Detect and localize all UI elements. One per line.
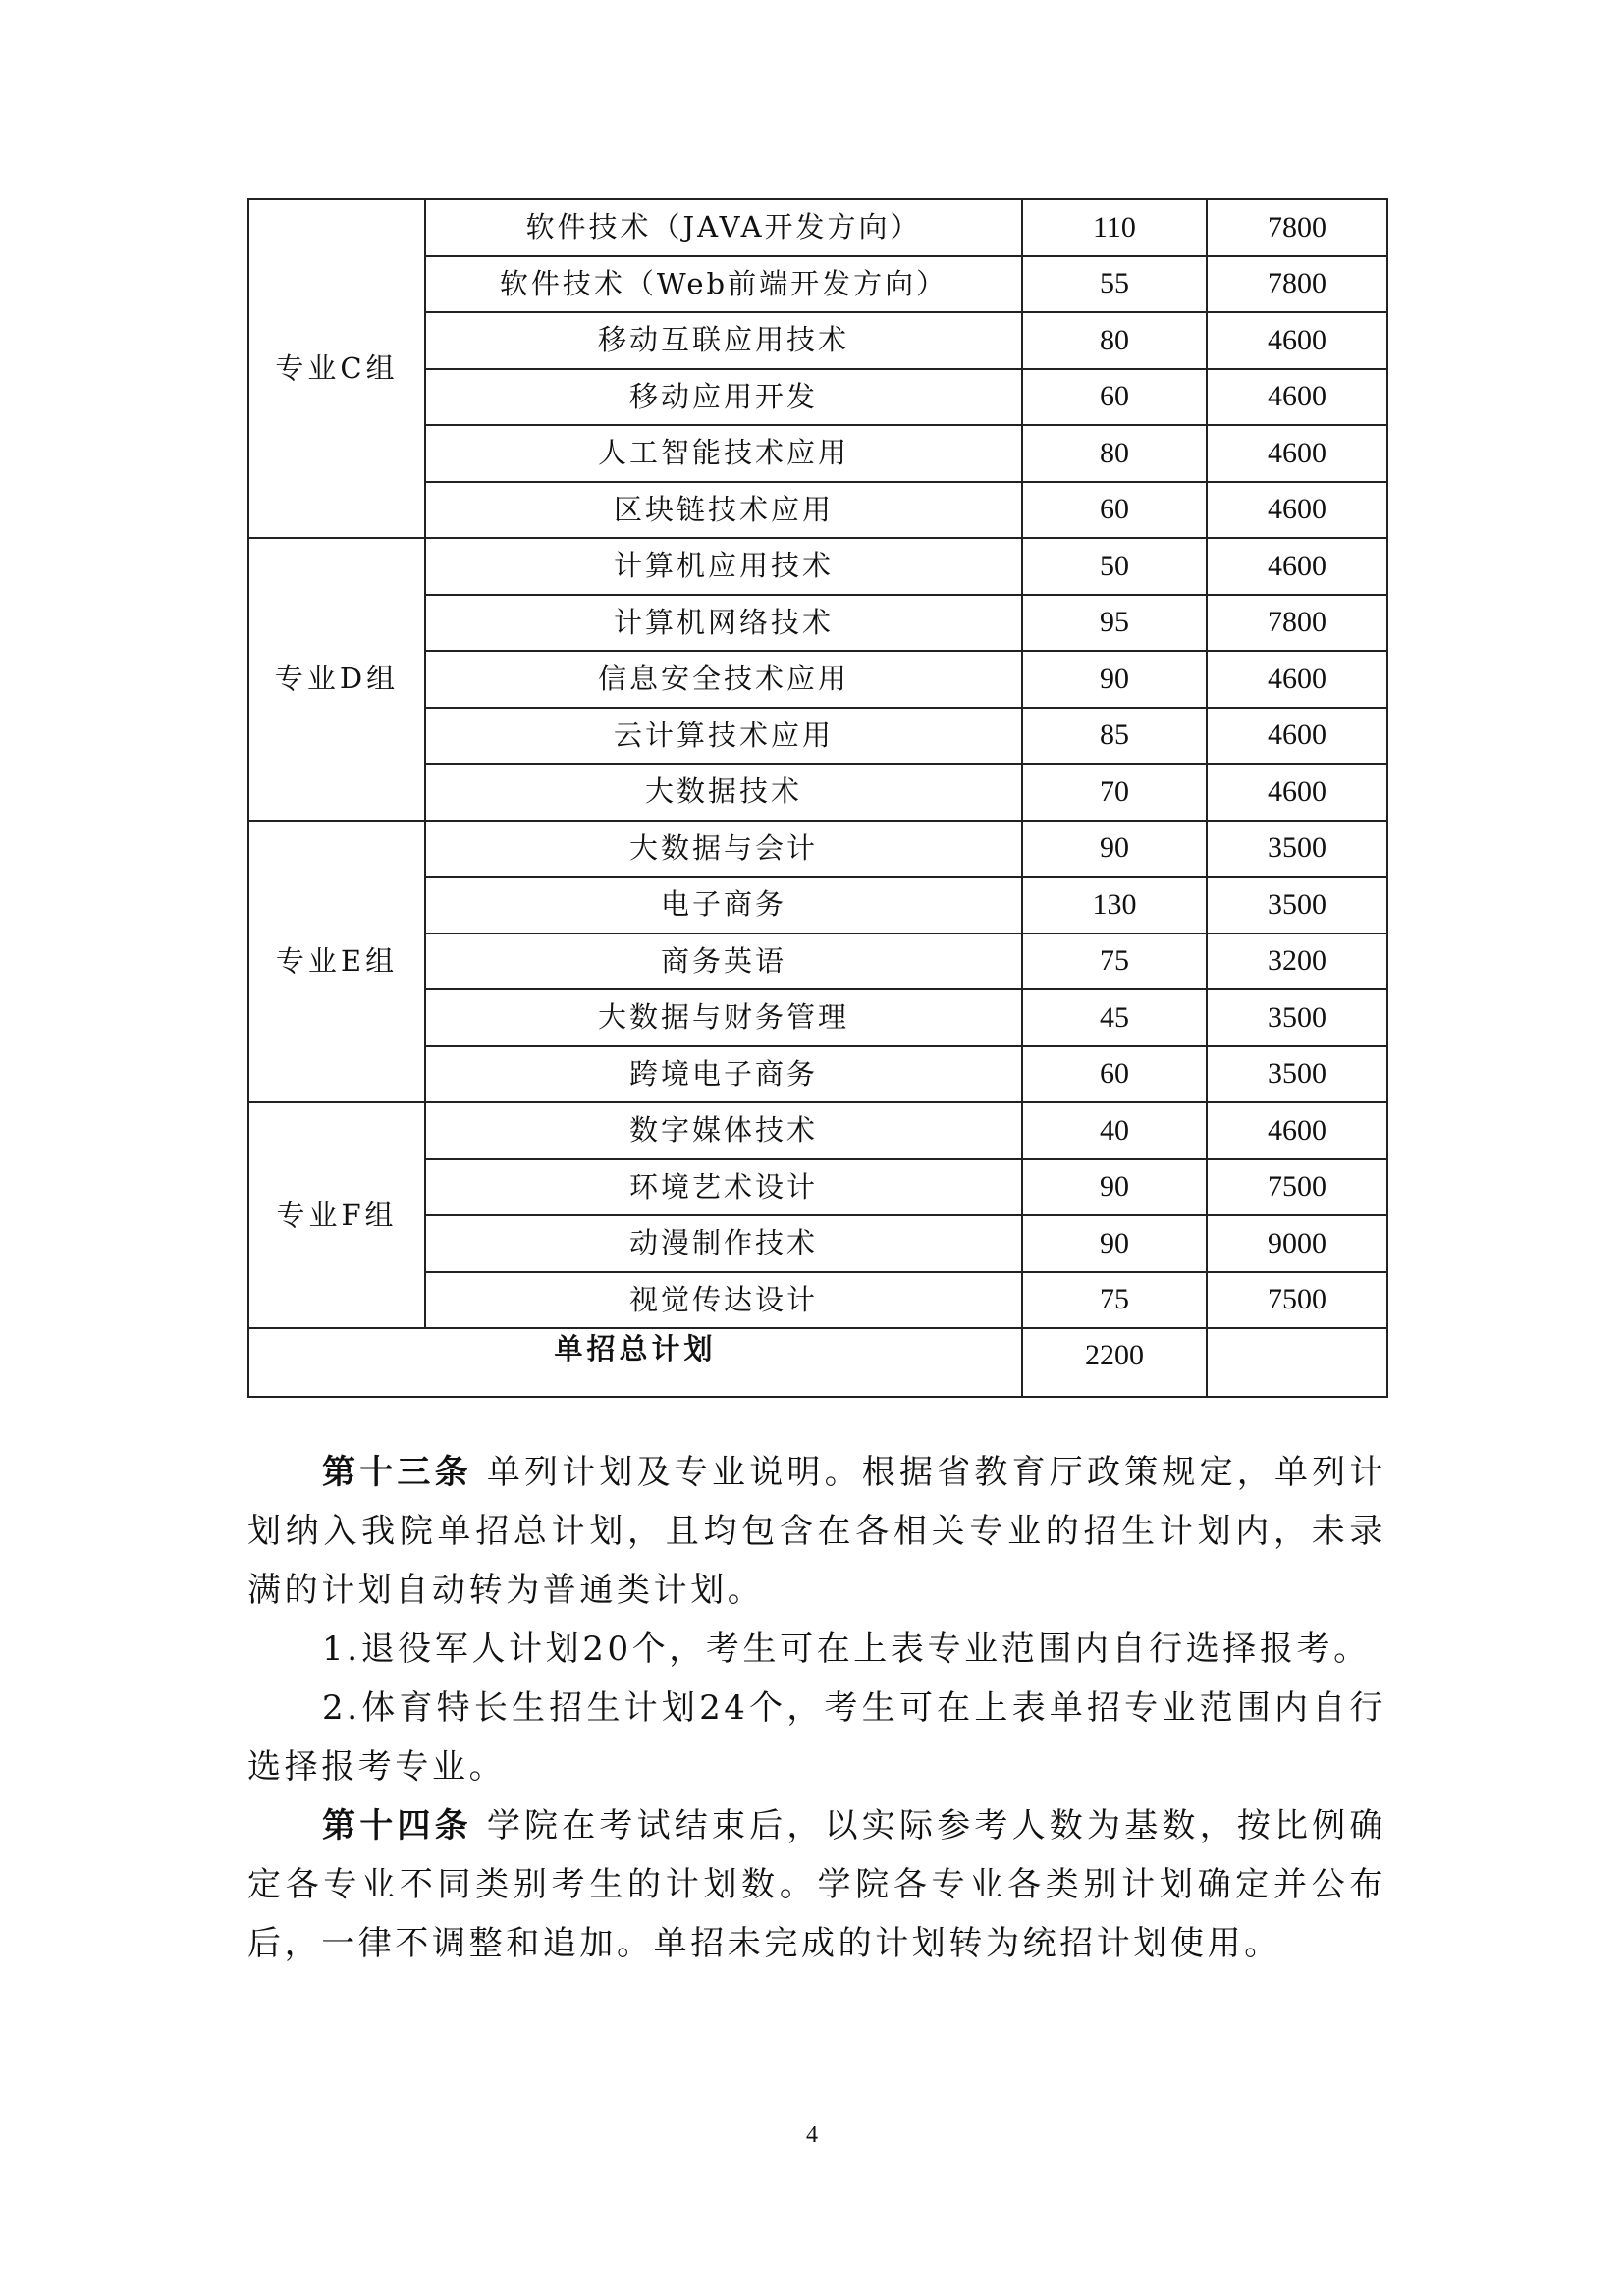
major-cell: 计算机网络技术 (425, 595, 1022, 652)
plan-count-cell: 90 (1022, 821, 1207, 878)
plan-count-cell: 80 (1022, 425, 1207, 482)
major-cell: 跨境电子商务 (425, 1046, 1022, 1103)
plan-count-cell: 75 (1022, 934, 1207, 990)
tuition-cell: 4600 (1207, 764, 1387, 821)
article-13-text: 单列计划及专业说明。根据省教育厅政策规定，单列计划纳入我院单招总计划，且均包含在各相关专业的招生计划内，未录满的计划自动转为普通类计划。 (247, 1453, 1386, 1610)
major-cell: 区块链技术应用 (425, 482, 1022, 539)
plan-count-cell: 95 (1022, 595, 1207, 652)
major-cell: 云计算技术应用 (425, 708, 1022, 765)
tuition-cell: 7500 (1207, 1272, 1387, 1329)
tuition-cell: 4600 (1207, 425, 1387, 482)
major-cell: 软件技术（JAVA开发方向） (425, 199, 1022, 256)
enrollment-plan-table (247, 198, 1388, 1398)
page-number: 4 (806, 2122, 818, 2148)
item-1-paragraph: 1.退役军人计划20个，考生可在上表专业范围内自行选择报考。 (322, 1629, 1371, 1669)
tuition-cell: 3500 (1207, 989, 1387, 1046)
table-row (248, 199, 1387, 256)
tuition-cell: 4600 (1207, 651, 1387, 708)
major-cell: 移动互联应用技术 (425, 312, 1022, 369)
major-cell: 视觉传达设计 (425, 1272, 1022, 1329)
plan-count-cell: 130 (1022, 877, 1207, 934)
article-13-paragraph (247, 1443, 1386, 1620)
article-14-text: 学院在考试结束后，以实际参考人数为基数，按比例确定各专业不同类别考生的计划数。学院各专业各类别计划确定并公布后，一律不调整和追加。单招未完成的计划转为统招计划使用。 (247, 1806, 1386, 1963)
plan-count-cell: 110 (1022, 199, 1207, 256)
table-row (248, 821, 1387, 878)
major-cell: 电子商务 (425, 877, 1022, 934)
total-value-cell: 2200 (1022, 1328, 1207, 1397)
tuition-cell: 4600 (1207, 708, 1387, 765)
major-cell: 大数据与财务管理 (425, 989, 1022, 1046)
empty-cell (1207, 1328, 1387, 1397)
body-text (247, 1443, 1386, 1973)
tuition-cell: 7800 (1207, 199, 1387, 256)
major-cell: 大数据技术 (425, 764, 1022, 821)
plan-count-cell: 60 (1022, 482, 1207, 539)
major-cell: 信息安全技术应用 (425, 651, 1022, 708)
tuition-cell: 9000 (1207, 1215, 1387, 1272)
major-cell: 环境艺术设计 (425, 1159, 1022, 1216)
item-2-paragraph: 2.体育特长生招生计划24个，考生可在上表单招专业范围内自行选择报考专业。 (247, 1688, 1386, 1787)
tuition-cell: 4600 (1207, 482, 1387, 539)
article-13-title: 第十三条 (322, 1453, 472, 1492)
major-cell: 数字媒体技术 (425, 1102, 1022, 1159)
plan-count-cell: 55 (1022, 256, 1207, 313)
major-cell: 人工智能技术应用 (425, 425, 1022, 482)
plan-count-cell: 90 (1022, 651, 1207, 708)
plan-count-cell: 60 (1022, 369, 1207, 426)
plan-count-cell: 90 (1022, 1159, 1207, 1216)
major-cell: 移动应用开发 (425, 369, 1022, 426)
tuition-cell: 7800 (1207, 256, 1387, 313)
group-cell: 专业E组 (248, 821, 425, 1103)
plan-count-cell: 90 (1022, 1215, 1207, 1272)
group-cell: 专业C组 (248, 199, 425, 538)
table-row (248, 538, 1387, 595)
tuition-cell: 7800 (1207, 595, 1387, 652)
plan-count-cell: 70 (1022, 764, 1207, 821)
tuition-cell: 4600 (1207, 538, 1387, 595)
plan-count-cell: 80 (1022, 312, 1207, 369)
tuition-cell: 3500 (1207, 877, 1387, 934)
plan-count-cell: 40 (1022, 1102, 1207, 1159)
tuition-cell: 3500 (1207, 821, 1387, 878)
tuition-cell: 4600 (1207, 369, 1387, 426)
tuition-cell: 4600 (1207, 312, 1387, 369)
total-row (248, 1328, 1387, 1397)
plan-count-cell: 45 (1022, 989, 1207, 1046)
tuition-cell: 3200 (1207, 934, 1387, 990)
article-14-title: 第十四条 (322, 1806, 472, 1845)
plan-count-cell: 85 (1022, 708, 1207, 765)
group-cell: 专业F组 (248, 1102, 425, 1328)
major-cell: 商务英语 (425, 934, 1022, 990)
plan-count-cell: 50 (1022, 538, 1207, 595)
plan-count-cell: 60 (1022, 1046, 1207, 1103)
group-cell: 专业D组 (248, 538, 425, 821)
tuition-cell: 4600 (1207, 1102, 1387, 1159)
tuition-cell: 3500 (1207, 1046, 1387, 1103)
total-label-cell: 单招总计划 (248, 1328, 1022, 1397)
major-cell: 动漫制作技术 (425, 1215, 1022, 1272)
article-14-paragraph (247, 1796, 1386, 1973)
plan-count-cell: 75 (1022, 1272, 1207, 1329)
major-cell: 计算机应用技术 (425, 538, 1022, 595)
table-row (248, 1102, 1387, 1159)
major-cell: 大数据与会计 (425, 821, 1022, 878)
tuition-cell: 7500 (1207, 1159, 1387, 1216)
major-cell: 软件技术（Web前端开发方向） (425, 256, 1022, 313)
plan-table-body (248, 199, 1387, 1397)
